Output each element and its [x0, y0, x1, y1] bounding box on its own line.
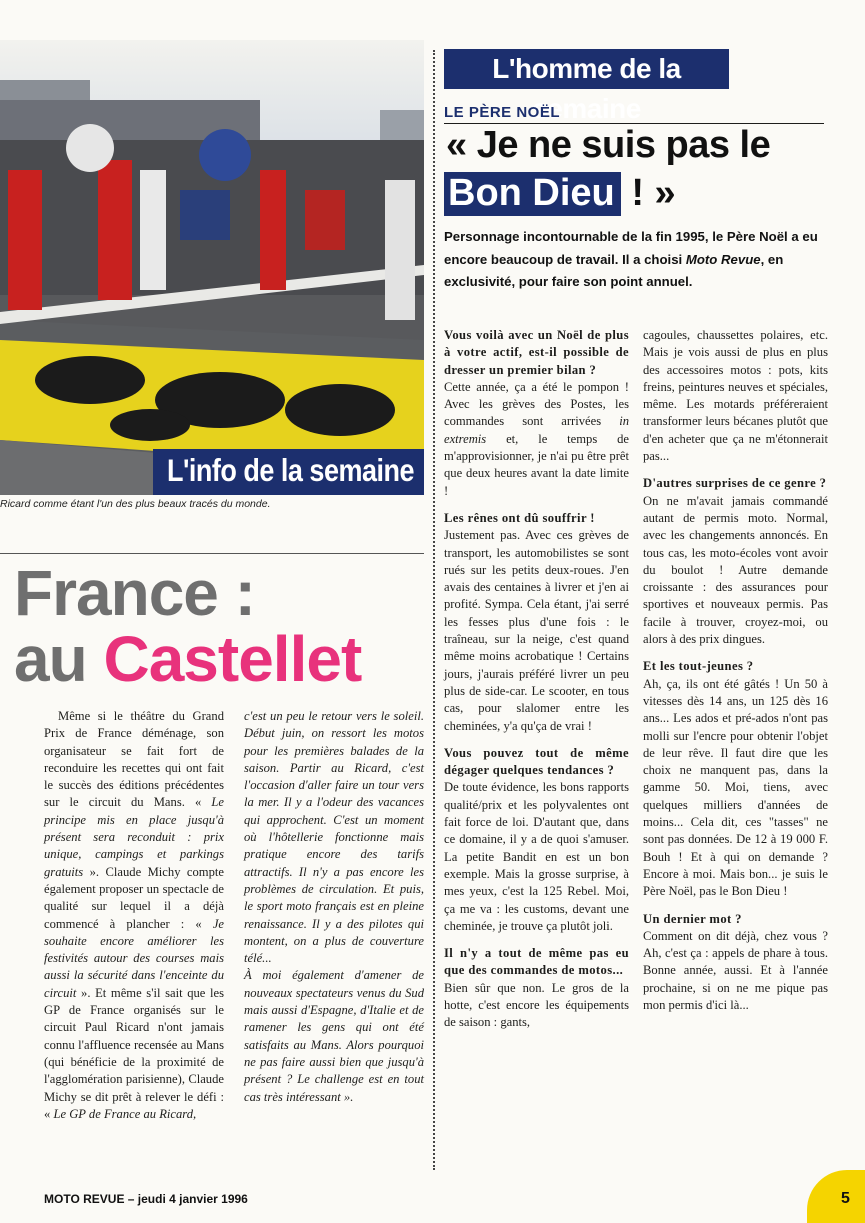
interview-question: Il n'y a tout de même pas eu que des commandes de motos...	[444, 946, 629, 978]
page-footer: MOTO REVUE – jeudi 4 janvier 1996	[44, 1192, 248, 1206]
interview-answer: cagoules, chaussettes polaires, etc. Mais je vois aussi de plus en plus des accessoires motos : pots, kits freins, peintures neuves et spéciales, même. Les motards préféreraient transformer leurs bécanes plutôt que d'en acheter que ça ne m'étonnerait pas...	[643, 328, 828, 464]
title-end: ! »	[620, 172, 676, 214]
interview-question: Un dernier mot ?	[643, 911, 742, 926]
headline-line-2-prefix: au	[14, 623, 104, 695]
interview-answer: Bien sûr que non. Le gros de la hotte, c'est encore les équipements de saison : gants,	[444, 980, 629, 1030]
interview-question: Vous voilà avec un Noël de plus à votre actif, est-il possible de dresser un premier bilan ?	[444, 328, 629, 377]
article-column-2	[244, 708, 424, 1106]
article-paragraph	[44, 708, 224, 1123]
feature-standfirst	[444, 226, 829, 294]
interview-question: Et les tout-jeunes ?	[643, 659, 754, 674]
text-span: , en exclusivité, pour faire son point annuel.	[444, 251, 784, 289]
photo-caption: Ricard comme étant l'un des plus beaux tracés du monde.	[0, 498, 271, 510]
magazine-name: Moto Revue	[685, 251, 761, 267]
feature-title-line-1: « Je ne suis pas le	[446, 124, 771, 166]
interview-answer: Comment on dit déjà, chez vous ? Ah, c'est ça : appels de phare à tous. Bonne année, aussi. Et à l'année prochaine, si on ne me pique pas mon permis d'ici là...	[643, 928, 828, 1012]
info-week-banner: L'info de la semaine	[153, 449, 424, 495]
man-of-week-banner: L'homme de la semaine	[444, 49, 729, 89]
interview-question: Vous pouvez tout de même dégager quelques tendances ?	[444, 745, 629, 778]
section-divider	[0, 553, 424, 554]
article-paragraph: c'est un peu le retour vers le soleil. Début juin, on ressort les motos pour les premières balades de la saison. Partir au Ricard, c'est l'occasion d'aller faire un tour vers la mer. Il y a l'odeur des vacances qui approchent. C'est un moment où l'hôtellerie fonctionne mais pratique encore des tarifs attractifs. Il n'y a pas encore les problèmes de circulation. Et puis, le sport moto français est en pleine renaissance. Il y a des pilotes qui montent, on a plus de couverture télé...	[244, 709, 424, 966]
page-number-tab	[807, 1170, 865, 1223]
text-span: Personnage incontournable de la fin 1995, le Père Noël a eu encore beaucoup de travail. Il a choisi	[444, 229, 818, 267]
text-span: ». Claude Michy compte également proposer un spectacle de qualité sur lequel il a déjà commencé à plancher : «	[44, 864, 224, 931]
text-span: et, le temps de m'approvisionner, je n'ai pu être prêt que deux heures avant la date limite !	[444, 431, 629, 498]
interview-answer: De toute évidence, les bons rapports qualité/prix et les polyvalentes ont fait force de loi. D'autant que, dans ce domaine, il y a de quoi s'amuser. La petite Bandit en est un bon exemple. Mais la grosse surprise, à mes yeux, c'est la 125 Rebel. Moi, ça me va : les customs, devant une cheminée, je trouve ça plutôt joli.	[444, 780, 629, 933]
interview-column-2	[643, 327, 828, 1014]
interview-answer: Justement pas. Avec ces grèves de transport, les automobilistes se sont rués sur les petits deux-roues. J'en avais des centaines à livrer et j'en ai profité. Sympa. Cela étant, j'ai serré les fesses plus d'une fois : le traîneau, sur la neige, c'est quand même moins acrobatique ! Certains jours, j'aurais préféré livrer un peu plus de side-car. Le scooter, en tous cas, pour slalomer entre les cheminées, y'a qu'ça de vrai !	[444, 528, 629, 733]
quote-span: Le principe mis en place jusqu'à présent sera reconduit : prix unique, campings et parkings gratuits	[44, 795, 224, 879]
headline-line-1: France :	[14, 557, 255, 629]
interview-answer: On ne m'avait jamais commandé autant de permis moto. Normal, avec les changements annoncés. En tous cas, les moto-écoles vont avoir du boulot ! Autre demande croissante : des assurances pour sportives et nouveaux permis. Pas facile à trouver, croyez-moi, ou alors à des prix dingues.	[643, 493, 828, 647]
feature-title-line-2	[444, 172, 676, 215]
feature-subject: LE PÈRE NOËL	[444, 104, 824, 124]
text-span: Cette année, ça a été le pompon ! Avec les grèves des Postes, les commandes sont arrivées	[444, 379, 629, 429]
dotted-column-divider	[433, 50, 435, 1170]
interview-question: Les rênes ont dû souffrir !	[444, 510, 595, 525]
title-highlight: Bon Dieu	[444, 172, 621, 216]
text-span: in extremis	[444, 414, 629, 446]
interview-answer: Ah, ça, ils ont été gâtés ! Un 50 à vitesses dès 14 ans, un 125 dès 16 ans... Les ados et pré-ados n'ont pas molli sur l'encre pour obtenir l'objet de leur rêve. Il faut dire que les choix ne manquent pas, dans la gamme 50. Moi, tiens, avec quelques milliers d'années de moins... Cela dit, ces "tasses" ne sont pas données. De 12 à 19 000 F. Bouh ! Et à qui on demande ? Encore à moi. Mais bon... je suis le Père Noël, pas le Bon Dieu !	[643, 676, 828, 899]
race-photo	[0, 40, 424, 495]
interview-answer	[444, 379, 629, 500]
interview-column-1	[444, 327, 629, 1032]
quote-span: Le GP de France au Ricard,	[53, 1106, 197, 1121]
quote-span: Je souhaite encore améliorer les festivités autour des courses mais aussi la sécurité dans l'enceinte du circuit	[44, 916, 224, 1000]
headline-castellet: Castellet	[103, 623, 362, 695]
text-span: ». Et même s'il sait que les GP de France organisés sur le circuit Paul Ricard n'ont jamais connu l'affluence recensée au Mans (qui bénéficie de la proximité de l'agglomération parisienne), Claude Michy se dit prêt à relever le défi : «	[44, 985, 224, 1121]
article-headline	[14, 557, 424, 710]
text-span: Même si le théâtre du Grand Prix de France déménage, son organisateur se fait fort de reconduire les recettes qui ont fait le succès des éditions précédentes sur le circuit du Mans. «	[44, 709, 224, 810]
article-paragraph: À moi également d'amener de nouveaux spectateurs venus du Sud mais aussi d'Espagne, d'Italie et de ramener les gens qui ont été satisfaits au Mans. Alors pourquoi ne pas faire aussi bien que jusqu'à présent ? Le challenge est en tout cas très intéressant ».	[244, 968, 424, 1104]
interview-question: D'autres surprises de ce genre ?	[643, 476, 827, 491]
article-column-1	[44, 708, 224, 1123]
page-number: 5	[841, 1190, 850, 1207]
